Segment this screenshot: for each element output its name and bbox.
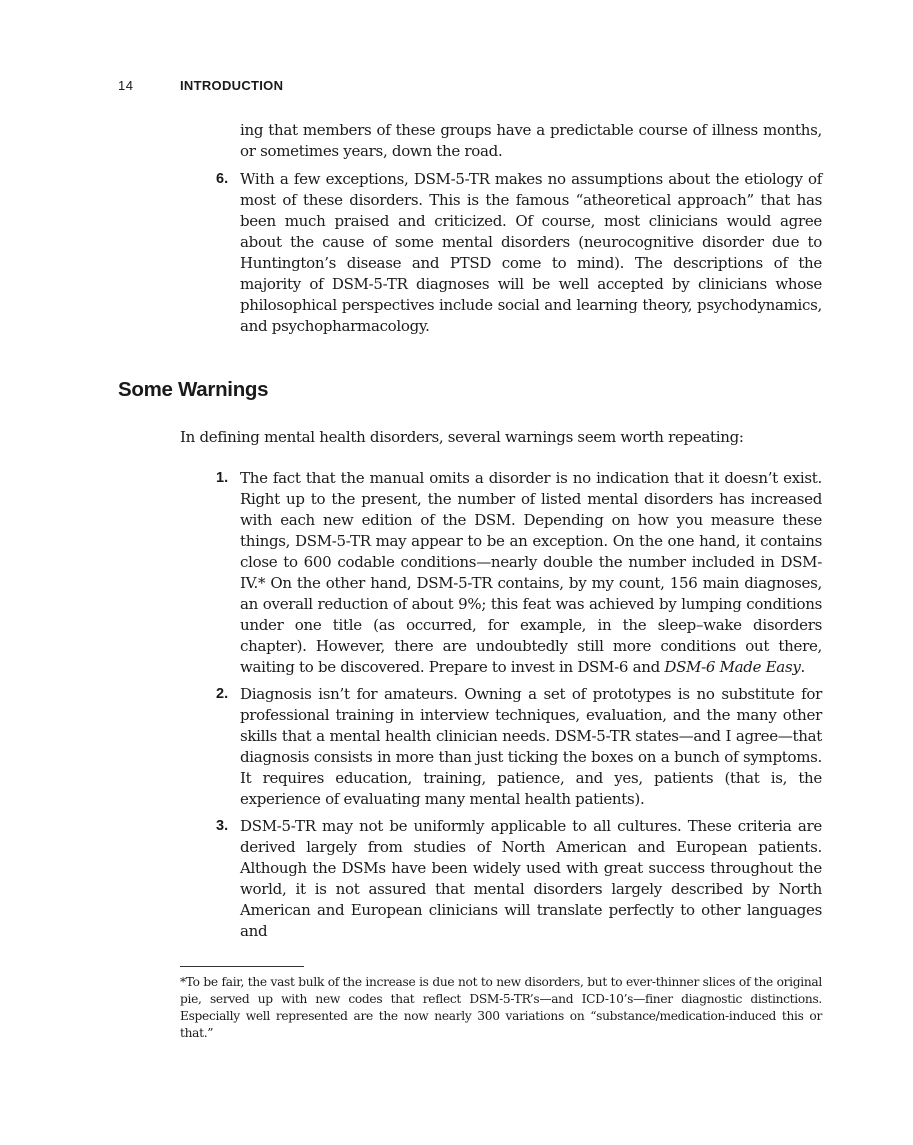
warning-item-number: 3.	[216, 818, 229, 834]
warning-item	[210, 468, 822, 678]
list-item	[210, 169, 822, 337]
warning-item-text: DSM-5-TR may not be uniformly applicable to all cultures. These criteria are derived largely from studies of North American and European patients. Although the DSMs have been widely used with great success throughout the world, it is not assured that mental disorders largely described by North American and European clinicians will translate perfectly to other languages and	[240, 817, 822, 940]
warning-item-body: The fact that the manual omits a disorder is no indication that it doesn’t exist. Right up to the present, the number of listed mental disorders has increased with each new edition of the DSM. Depending on how you measure these things, DSM-5-TR may appear to be an exception. On the one hand, it contains close to 600 codable conditions—nearly double the number included in DSM-IV.* On the other hand, DSM-5-TR contains, by my count, 156 main diagnoses, an overall reduction of about 9%; this feat was achieved by lumping conditions under one title (as occurred, for example, in the sleep–wake disorders chapter). However, there are undoubtedly still more conditions out there, waiting to be discovered. Prepare to invest in DSM-6 and	[240, 469, 822, 676]
list-item-number: 6.	[216, 171, 229, 187]
warning-item-text	[240, 468, 822, 678]
warning-item-number: 1.	[216, 470, 229, 486]
warning-item-text: Diagnosis isn’t for amateurs. Owning a set of prototypes is no substitute for professional training in interview techniques, evaluation, and the many other skills that a mental health clinician needs. DSM-5-TR states—and I agree—that diagnosis consists in more than just ticking the boxes on a bunch of symptoms. It requires education, training, patience, and yes, patients (that is, the experience of evaluating many mental health patients).	[240, 685, 822, 808]
warnings-list	[210, 468, 822, 948]
warning-item	[210, 816, 822, 942]
section-intro: In defining mental health disorders, several warnings seem worth repeating:	[180, 428, 744, 446]
list-item-text: With a few exceptions, DSM-5-TR makes no assumptions about the etiology of most of these disorders. This is the famous “atheoretical approach” that has been much praised and criticized. Of course, most clinicians would agree about the cause of some mental disorders (neurocognitive disorder due to Huntington’s disease and PTSD come to mind). The descriptions of the majority of DSM-5-TR diagnoses will be well accepted by clinicians whose philosophical perspectives include social and learning theory, psychodynamics, and psychopharmacology.	[240, 170, 822, 335]
page-number: 14	[118, 78, 134, 93]
running-head	[118, 78, 283, 93]
warning-item-tail: .	[800, 658, 805, 676]
chapter-title: INTRODUCTION	[180, 78, 284, 93]
warning-item-number: 2.	[216, 686, 229, 702]
book-title-emphasis: DSM-6 Made Easy	[664, 658, 801, 676]
continuation-paragraph: ing that members of these groups have a predictable course of illness months, or sometimes years, down the road.	[240, 121, 822, 160]
footnote: *To be fair, the vast bulk of the increase is due not to new disorders, but to ever-thinner slices of the original pie, served up with new codes that reflect DSM-5-TR’s—and ICD-10’s—finer diagnostic distinctions. Especially well represented are the now nearly 300 variations on “substance/medication-induced this or that.”	[180, 975, 822, 1040]
section-heading: Some Warnings	[118, 378, 269, 401]
footnote-divider	[180, 966, 304, 967]
top-numbered-list	[210, 169, 822, 343]
warning-item	[210, 684, 822, 810]
